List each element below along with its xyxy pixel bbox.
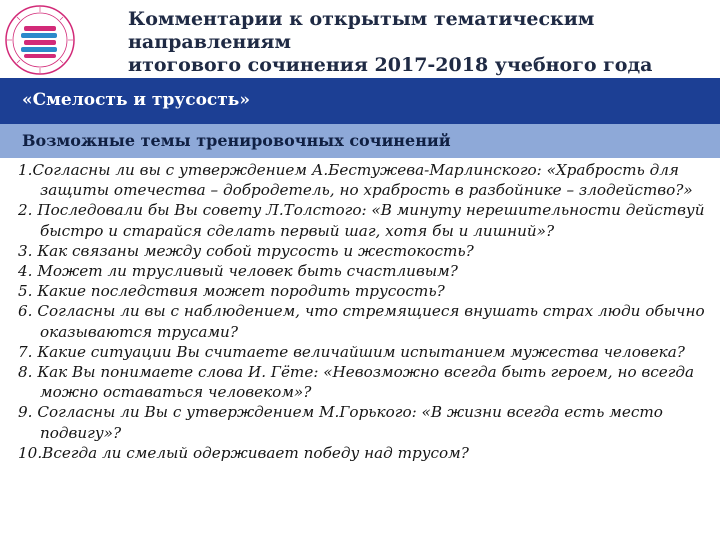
subtitle-banner xyxy=(0,124,720,158)
list-item: 3. Как связаны между собой трусость и жестокость? xyxy=(18,241,474,260)
topic-title: «Смелость и трусость» xyxy=(22,90,250,110)
questions-list xyxy=(18,160,708,463)
list-item: 4. Может ли трусливый человек быть счастливым? xyxy=(18,262,458,281)
page-title xyxy=(128,8,713,77)
list-item: 10.Всегда ли смелый одерживает победу над трусом? xyxy=(18,443,469,462)
list-item: 6. Согласны ли вы с наблюдением, что стремящиеся внушать страх люди обычно оказываются трусами? xyxy=(18,302,705,341)
list-item: 5. Какие последствия может породить трусость? xyxy=(18,282,445,301)
topic-banner xyxy=(0,78,720,124)
list-item: 1.Согласны ли вы с утверждением А.Бестужева-Марлинского: «Храбрость для защиты отечества – добродетель, но храбрость в разбойнике – злодейство?» xyxy=(18,161,693,200)
title-line-1: Комментарии к открытым тематическим направлениям xyxy=(128,8,595,53)
title-line-2: итогового сочинения 2017-2018 учебного года xyxy=(128,54,653,76)
list-item: 8. Как Вы понимаете слова И. Гёте: «Невозможно всегда быть героем, но всегда можно оставаться человеком»? xyxy=(18,363,695,402)
header xyxy=(0,0,720,78)
institute-logo-icon xyxy=(4,4,76,76)
list-item: 2. Последовали бы Вы совету Л.Толстого: «В минуту нерешительности действуй быстро и старайся сделать первый шаг, хотя бы и лишний»? xyxy=(18,201,705,240)
list-item: 7. Какие ситуации Вы считаете величайшим испытанием мужества человека? xyxy=(18,342,685,361)
list-item: 9. Согласны ли Вы с утверждением М.Горького: «В жизни всегда есть место подвигу»? xyxy=(18,403,663,442)
subtitle: Возможные темы тренировочных сочинений xyxy=(22,131,451,150)
